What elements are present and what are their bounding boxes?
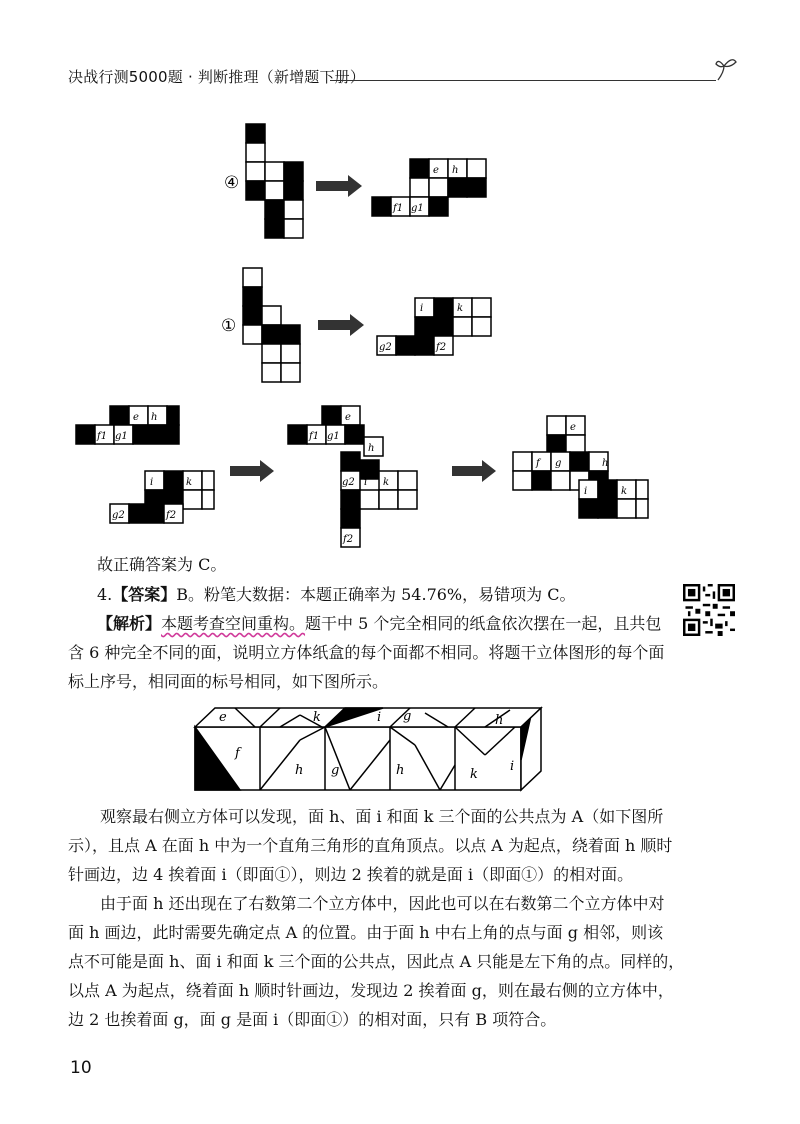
answer-number: 4.	[97, 585, 113, 604]
para2-line-4: 以点 A 为起点，绕着面 h 顺时针画边，发现边 2 挨着面 g，则在最右侧的立方体中，	[68, 981, 674, 1000]
answer-line	[97, 580, 575, 609]
label-4: ④	[224, 173, 240, 193]
label-1: ①	[221, 316, 237, 336]
cube-face-label: k	[313, 710, 321, 725]
face-label: f	[536, 458, 540, 469]
face-label: k	[457, 303, 464, 314]
face-label: g	[555, 458, 562, 469]
cube-face-label: h	[495, 713, 504, 728]
cube-face-label: g	[403, 709, 412, 724]
face-label: g2	[379, 342, 392, 353]
cube-row-figure	[195, 708, 541, 790]
cube-face-label: e	[219, 710, 227, 725]
face-label: e	[570, 422, 576, 433]
cube-face-label: i	[510, 759, 515, 774]
face-label: h	[602, 458, 609, 469]
para2-line-1: 由于面 h 还出现在了右数第二个立方体中，因此也可以在右数第二个立方体中对	[100, 894, 665, 913]
net-3-right	[513, 416, 648, 518]
face-label: g2	[112, 510, 125, 521]
answer-body: B。粉笔大数据：本题正确率为 54.76%，易错项为 C。	[176, 585, 576, 604]
face-label: i	[584, 486, 588, 497]
face-label: k	[621, 486, 628, 497]
cube-face-label: i	[377, 710, 382, 725]
net-4-right	[372, 159, 486, 216]
para1-line-2: 示），且点 A 在面 h 中为一个直角三角形的直角顶点。以点 A 为起点，绕着面 h 顺时	[68, 836, 673, 855]
cube-face-label: f	[235, 746, 240, 761]
face-label: g1	[411, 203, 424, 214]
face-label: g1	[327, 431, 340, 442]
para1-line-3: 针画边，边 4 挨着面 i（即面①），则边 2 挨着的就是面 i（即面①）的相对面。	[68, 865, 634, 884]
face-label: h	[452, 165, 459, 176]
analysis-topic: 本题考查空间重构。	[161, 614, 306, 633]
conclusion-line: 故正确答案为 C。	[97, 555, 227, 574]
analysis-line-1	[97, 609, 661, 638]
net-1-right	[377, 298, 491, 355]
face-label: e	[345, 412, 351, 423]
analysis-line-2: 含 6 种完全不同的面，说明立方体纸盒的每个面都不相同。将题干立体图形的每个面	[68, 643, 665, 662]
cube-face-label: h	[295, 763, 304, 778]
face-label: g2	[342, 477, 355, 488]
net-4-left	[246, 124, 303, 238]
face-label: h	[368, 443, 375, 454]
face-label: e	[133, 412, 139, 423]
face-label: f2	[436, 342, 447, 353]
face-label: f2	[166, 510, 177, 521]
face-label: i	[364, 477, 368, 488]
face-label: i	[420, 303, 424, 314]
analysis-rest: 题干中 5 个完全相同的纸盒依次摆在一起，且共包	[305, 614, 662, 633]
face-label: g1	[115, 431, 128, 442]
page-number: 10	[70, 1058, 92, 1078]
para1-line-1: 观察最右侧立方体可以发现，面 h、面 i 和面 k 三个面的公共点为 A（如下图所	[100, 807, 664, 826]
cube-face-label: g	[331, 763, 340, 778]
qr-code[interactable]	[683, 584, 735, 636]
face-label: e	[433, 165, 439, 176]
face-label: k	[383, 477, 390, 488]
cube-face-label: h	[396, 763, 405, 778]
para2-line-3: 点不可能是面 h、面 i 和面 k 三个面的公共点，因此点 A 只能是左下角的点。同样的，	[68, 952, 685, 971]
face-label: i	[150, 477, 154, 488]
face-label: k	[186, 477, 193, 488]
face-label: f2	[343, 534, 354, 545]
analysis-line-3: 标上序号，相同面的标号相同，如下图所示。	[68, 672, 389, 691]
para2-line-5: 边 2 也挨着面 g，面 g 是面 i（即面①）的相对面，只有 B 项符合。	[68, 1010, 557, 1029]
net-3-left	[76, 406, 214, 523]
net-1-left	[243, 268, 300, 382]
face-label: h	[151, 412, 158, 423]
face-label: f1	[97, 431, 108, 442]
arrow-right-icon	[316, 175, 362, 197]
face-label: f1	[309, 431, 320, 442]
analysis-tag: 【解析】	[97, 614, 162, 633]
para2-line-2: 面 h 画边，此时需要先确定点 A 的位置。由于面 h 中右上角的点与面 g 相邻，则该	[68, 923, 664, 942]
arrow-right-icon	[452, 460, 496, 482]
running-header: 决战行测5000题 · 判断推理（新增题下册）	[68, 68, 366, 86]
cube-face-label: k	[470, 767, 478, 782]
answer-tag: 【答案】	[112, 585, 177, 604]
arrow-right-icon	[318, 314, 364, 336]
face-label: f1	[393, 203, 404, 214]
arrow-right-icon	[230, 460, 274, 482]
